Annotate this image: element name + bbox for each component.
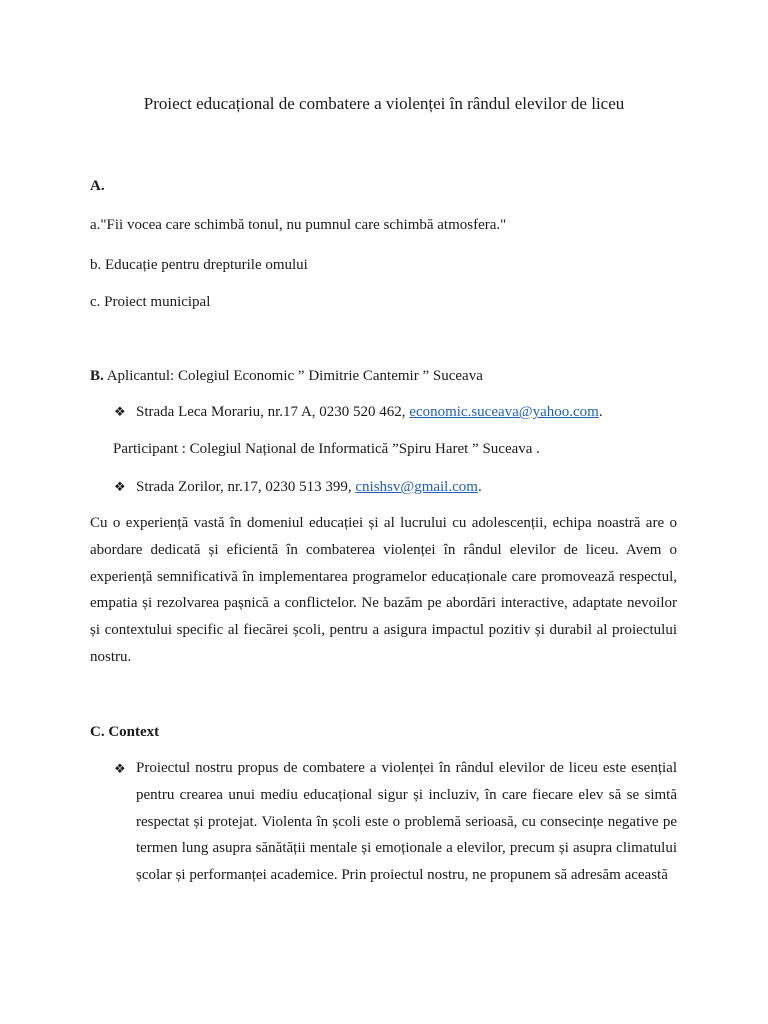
participant-text: Participant : Colegiul Național de Informatică ”Spiru Haret ” Suceava .: [113, 441, 540, 457]
section-a-item-c: c. Proiect municipal: [90, 294, 211, 310]
section-a-heading: A.: [90, 178, 105, 194]
period: .: [598, 404, 603, 420]
participant-address-text: Strada Zorilor, nr.17, 0230 513 399,: [136, 479, 352, 495]
section-b-applicant-line: [90, 367, 483, 385]
section-b-paragraph: Cu o experiență vastă în domeniul educației și al lucrului cu adolescenții, echipa noastră are o abordare dedicată și eficientă în combaterea violenței în rândul elevilor de liceu. Avem o experiență semnificativă în implementarea programelor educaționale care promovează respectul, empatia și rezolvarea pașnică a conflictelor. Ne bazăm pe abordări interactive, adaptate nevoilor și contextului specific al fiecărei școli, pentru a asigura impactul pozitiv și durabil al proiectului nostru.: [90, 515, 677, 665]
document-title: Proiect educațional de combatere a violenței în rândul elevilor de liceu: [143, 94, 625, 113]
diamond-bullet-icon: ❖: [114, 761, 126, 776]
diamond-bullet-icon: ❖: [114, 404, 126, 419]
participant-address: [136, 478, 482, 496]
section-a-item-b: b. Educație pentru drepturile omului: [90, 257, 308, 273]
diamond-bullet-icon: ❖: [114, 479, 126, 494]
applicant-email-link[interactable]: economic.suceava@yahoo.com: [409, 404, 599, 420]
section-c-heading: C. Context: [90, 724, 160, 740]
applicant-address: [136, 403, 603, 421]
applicant-address-text: Strada Leca Morariu, nr.17 A, 0230 520 462,: [136, 404, 406, 420]
applicant-text: Aplicantul: Colegiul Economic ” Dimitrie Cantemir ” Suceava: [106, 368, 483, 384]
period: .: [477, 479, 482, 495]
section-b-label: B.: [90, 368, 104, 384]
section-a-item-a: a."Fii vocea care schimbă tonul, nu pumnul care schimbă atmosfera.": [90, 217, 507, 233]
section-c-bullet-paragraph: Proiectul nostru propus de combatere a violenței în rândul elevilor de liceu este esențial pentru crearea unui mediu educațional sigur și incluziv, în care fiecare elev să se simtă respectat și protejat. Violenta în școli este o problemă serioasă, cu consecințe negative pe termen lung asupra sănătății mentale și emoționale a elevilor, precum și asupra climatului școlar și performanței academice. Prin proiectul nostru, ne propunem să adresăm această: [136, 760, 677, 884]
participant-email-link[interactable]: cnishsv@gmail.com: [355, 479, 478, 495]
